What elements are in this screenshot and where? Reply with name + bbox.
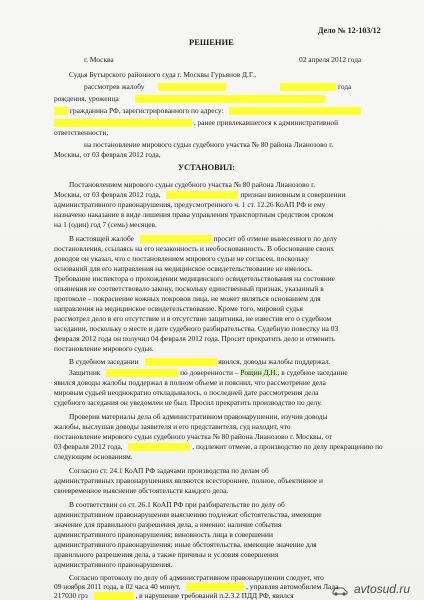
- date: 02 апреля 2012 года: [299, 55, 362, 64]
- redaction: [106, 369, 178, 377]
- document-title: РЕШЕНИЕ: [189, 37, 234, 47]
- paragraph-line: административном правонарушении выяснению подлежат обстоятельства, имеющие: [54, 510, 322, 519]
- paragraph-line: опьянения не соответствовало закону, поскольку единственный признак, указанный в: [54, 284, 324, 293]
- paragraph-line: Требование инспектора о прохождении медицинского освидетельствования на состояние: [54, 274, 335, 283]
- paragraph-line: направления на медицинское освидетельствование. Кроме того, мировой судья: [54, 304, 303, 313]
- paragraph-line: следующим основаниям.: [54, 452, 133, 461]
- redaction: [140, 235, 212, 243]
- paragraph-line: оснований для его направления на медицинское освидетельствование не имелось.: [54, 264, 313, 273]
- paragraph-line: своевременное выяснение обстоятельств каждого дела.: [54, 486, 229, 495]
- paragraph-line: административного правонарушения; виновность лица в совершении: [54, 530, 273, 539]
- redaction: [145, 358, 217, 366]
- paragraph-line: Постановлением мирового судьи судебного участка № 80 района Лианозово г.: [69, 180, 316, 189]
- paragraph-line: значение для правильного разрешения дела, а именно: наличие события: [54, 520, 282, 529]
- paragraph-line: 03 февраля 2012 года, , подлежит отмене, а производство по делу прекращению по: [54, 442, 383, 451]
- paragraph-line: Согласно протоколу по делу об административном правонарушении следует, что: [69, 573, 324, 582]
- paragraph-line: назначено наказание в виде лишения права управления транспортным средством сроком: [54, 210, 334, 219]
- redaction: [158, 83, 226, 91]
- paragraph-line: на 1 (один) год 7 (семь) месяцев.: [54, 220, 157, 229]
- paragraph-line: административного правонарушения.: [54, 560, 173, 569]
- redaction: [135, 95, 325, 103]
- paragraph-line: февраля 2012 года он получил 04 февраля 2012 года. Просит прекратить дело и отменить: [54, 334, 336, 343]
- car-icon: [331, 584, 349, 596]
- paragraph-line: мировым судьей неоднократно откладывалось, о последней дате рассмотрения дела: [54, 388, 319, 397]
- section-heading: УСТАНОВИЛ:: [178, 163, 236, 172]
- paragraph-line: протоколе – покраснение кожных покровов лица, не может являться основанием для: [54, 294, 321, 303]
- paragraph-line: доводов он указал, что с постановлением мирового судьи не согласен, поскольку: [54, 254, 309, 263]
- paragraph-line: явился доводы жалобы поддержал в полном объеме и пояснил, что рассмотрение дела: [54, 378, 326, 387]
- intro-line: Судья Бутырского районного суда г. Москвы Гурьянов Д.Г.,: [69, 70, 256, 79]
- paragraph-line: жалобы, выслушав доводы заявителя и его представителя, суд находит, что: [54, 422, 291, 431]
- paragraph-line: правильного разрешения дела, а также причины и условия совершения: [54, 550, 279, 559]
- paragraph-line: 09 ноября 2011 года, в 02 часа 40 минут, , управляя автомобилем Лада: [54, 582, 339, 591]
- paragraph-line: административных правонарушениях являются всестороннее, полное, объективное и: [54, 476, 323, 485]
- case-number: Дело № 12-103/12: [318, 26, 381, 35]
- intro-line: гражданина РФ, зарегистрированного по адресу:: [54, 106, 361, 115]
- redaction: [280, 83, 336, 91]
- redaction: [229, 107, 361, 115]
- paragraph-line: Согласно ст. 24.1 КоАП РФ задачами производства по делам об: [69, 466, 269, 475]
- paragraph-line: постановления, ссылаясь на его незаконность и необоснованность. В обоснование своих: [54, 244, 334, 253]
- watermark: [331, 582, 410, 596]
- paragraph-line: административного правонарушения, предусмотренного ч. 1 ст. 12.26 КоАП РФ и ему: [54, 200, 326, 209]
- paragraph-line: Проверив материалы дела об административном правонарушении, изучив доводы: [69, 412, 328, 421]
- intro-line: на постановление мирового судьи судебного участка № 80 района Лианозово г.: [84, 140, 334, 149]
- intro-line: рассмотрев жалобу года: [84, 82, 352, 91]
- redaction: [166, 191, 238, 199]
- paragraph-line: постановление мирового судьи.: [54, 344, 154, 353]
- city: г. Москва: [84, 55, 114, 64]
- watermark-text: avtosud.ru: [353, 582, 410, 596]
- paragraph-line: рассмотрел дело в его отсутствие и в отсутствие защитника, не известив его о судебном: [54, 314, 332, 323]
- paragraph-line: заседании, поскольку о месте и дате судебного разбирательства. Судебную повестку на 03: [54, 324, 339, 333]
- paragraph-line: постановление мирового судьи судебного участка № 80 района Лианозово г. Москвы, от: [54, 432, 333, 441]
- paragraph-line: В соответствии со ст. 26.1 КоАП РФ при разбирательстве по делу об: [69, 500, 285, 509]
- paragraph-line: административного правонарушения; иные обстоятельства, имеющие значение для: [54, 540, 317, 549]
- redaction: [94, 592, 134, 600]
- redaction: [54, 107, 68, 115]
- paragraph-line: В настоящей жалобе просит об отмене вынесенного по делу: [69, 234, 338, 243]
- paragraph-line: В судебном заседании явился, доводы жалобы поддержал.: [69, 357, 331, 366]
- intro-line: ответственности,: [54, 128, 109, 137]
- redaction: [128, 443, 190, 451]
- intro-line: Москвы, от 03 февраля 2012 года,: [54, 150, 161, 159]
- redaction: [54, 119, 192, 127]
- paragraph-line: Защитник по доверенности – Рощин Д.Н., в судебное заседание: [69, 368, 348, 377]
- paragraph-line: судебного заседания он уведомлен не был. Просил прекратить производство по делу.: [54, 398, 323, 407]
- paragraph-line: Москвы, от 03 февраля 2012 года, признан виновным в совершении: [54, 190, 346, 199]
- intro-line: , ранее привлекавшегося к административной: [54, 118, 338, 127]
- intro-line: рождения, уроженца: [54, 94, 325, 103]
- paragraph-line: 217030 грз , в нарушение требований п.2.3.2 ПДД РФ, явился: [54, 591, 294, 600]
